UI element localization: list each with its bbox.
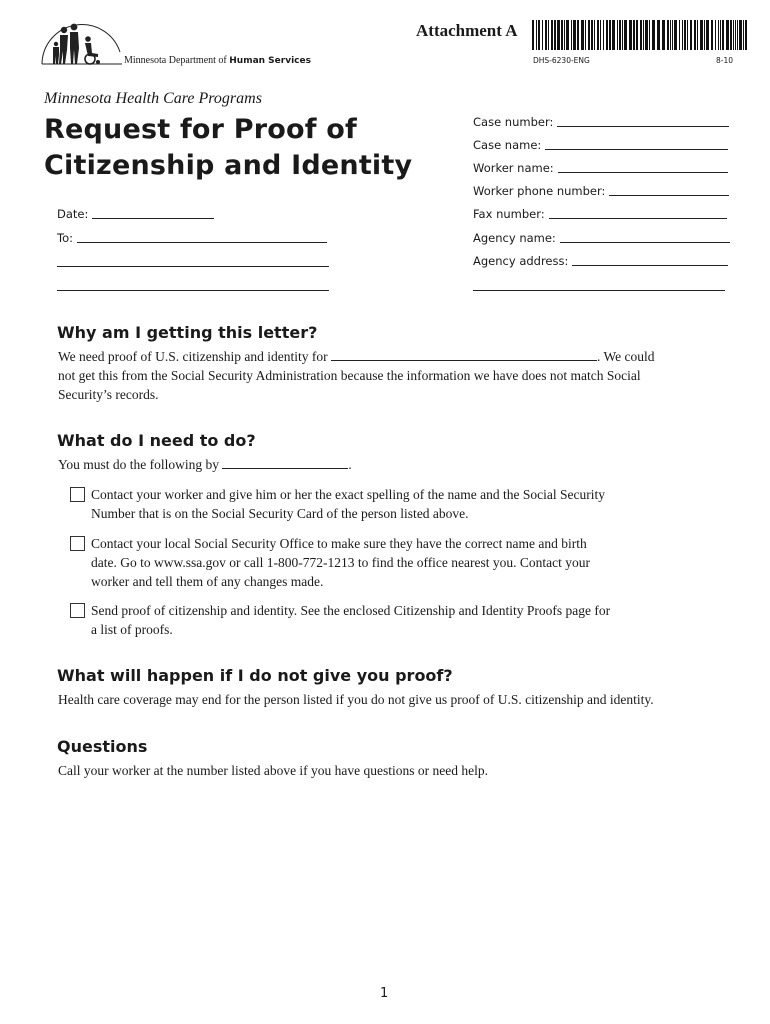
worker-name-label: Worker name: xyxy=(473,161,554,175)
due-date-line[interactable] xyxy=(222,456,348,469)
fax-number-line[interactable] xyxy=(549,217,727,219)
consequence-text: Health care coverage may end for the person listed if you do not give us proof of U.S. citizenship and identity. xyxy=(58,692,654,707)
date-field[interactable] xyxy=(57,207,214,221)
agency-address-line[interactable] xyxy=(572,264,728,266)
date-label: Date: xyxy=(57,207,89,221)
worker-phone-line[interactable] xyxy=(609,194,729,196)
page-title xyxy=(44,112,444,184)
task-checkbox-3[interactable] xyxy=(70,603,85,618)
task-checkbox-2[interactable] xyxy=(70,536,85,551)
agency-address-field[interactable] xyxy=(473,254,728,268)
agency-name-label: Agency name: xyxy=(473,231,556,245)
questions-heading: Questions xyxy=(57,737,148,756)
consequence-heading: What will happen if I do not give you proof? xyxy=(57,666,453,685)
case-number-label: Case number: xyxy=(473,115,554,129)
case-number-field[interactable] xyxy=(473,115,729,129)
task-item-3: Send proof of citizenship and identity. See the enclosed Citizenship and Identity Proofs page for a list of proofs. xyxy=(91,603,611,637)
title-line-1: Request for Proof of xyxy=(44,114,357,145)
what-intro: You must do the following by . xyxy=(58,457,352,472)
date-line[interactable] xyxy=(92,217,214,219)
to-line[interactable] xyxy=(77,241,327,243)
agency-address-label: Agency address: xyxy=(473,254,569,268)
worker-name-field[interactable] xyxy=(473,161,728,175)
program-subtitle: Minnesota Health Care Programs xyxy=(44,90,262,107)
questions-text: Call your worker at the number listed above if you have questions or need help. xyxy=(58,763,489,778)
department-name: Minnesota Department of Human Services xyxy=(124,55,311,66)
attachment-label: Attachment A xyxy=(416,21,518,40)
case-name-line[interactable] xyxy=(545,148,728,150)
worker-name-line[interactable] xyxy=(558,171,728,173)
task-checkbox-1[interactable] xyxy=(70,487,85,502)
what-heading: What do I need to do? xyxy=(57,431,256,450)
agency-address-line-2[interactable] xyxy=(473,290,725,291)
fax-number-label: Fax number: xyxy=(473,207,545,221)
case-number-line[interactable] xyxy=(557,125,729,127)
why-heading: Why am I getting this letter? xyxy=(57,323,318,342)
revision-date: 8-10 xyxy=(716,56,734,65)
form-code: DHS-6230-ENG xyxy=(533,56,590,65)
address-line-3[interactable] xyxy=(57,290,329,291)
barcode xyxy=(532,20,748,55)
address-line-2[interactable] xyxy=(57,266,329,267)
worker-phone-label: Worker phone number: xyxy=(473,184,606,198)
to-field[interactable] xyxy=(57,231,327,245)
agency-name-line[interactable] xyxy=(560,241,730,243)
task-item-1: Contact your worker and give him or her the exact spelling of the name and the Social Security Number that is on the Social Security Card of the person listed above. xyxy=(91,487,605,521)
why-text: We need proof of U.S. citizenship and identity for . We could not get this from the Social Security Administration because the information we have does not match Social Security’s records. xyxy=(58,349,655,402)
person-name-line[interactable] xyxy=(331,348,597,361)
task-item-2: Contact your local Social Security Office to make sure they have the correct name and birth date. Go to www.ssa.gov or call 1-800-772-1213 to find the office nearest you. Contact your worker and tell them of any changes made. xyxy=(91,536,591,589)
case-name-label: Case name: xyxy=(473,138,542,152)
fax-number-field[interactable] xyxy=(473,207,727,221)
case-name-field[interactable] xyxy=(473,138,728,152)
to-label: To: xyxy=(57,231,73,245)
worker-phone-field[interactable] xyxy=(473,184,729,198)
title-line-2: Citizenship and Identity xyxy=(44,150,413,181)
agency-name-field[interactable] xyxy=(473,231,730,245)
dhs-logo xyxy=(40,22,122,71)
page-number: 1 xyxy=(380,986,389,1001)
